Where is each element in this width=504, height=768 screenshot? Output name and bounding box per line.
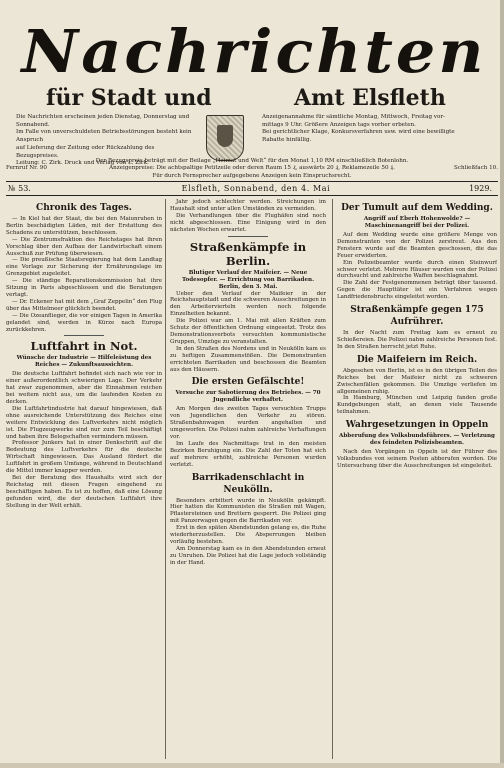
subscription-price: Der Bezugspreis beträgt mit der Beilage „Heimat und Welt“ für den Monat 1,10 RM einschließlich Botenlohn. [95,158,409,164]
article-paragraph: Nach den Vorgängen in Oppeln ist der Führer des Volksbundes von seinem Posten abberufen worden. Die Untersuchung über die Ausschreitungen ist eingeleitet. [337,449,497,469]
article-paragraph: Besonders erbittert wurde in Neukölln gekämpft. Hier hatten die Kommunisten die Straßen mit Wagen, Pflastersteinen und Brettern gesperrt. Die Polizei ging mit Panzerwagen gegen die Barrikaden vor. [170,497,326,525]
headline-aufruehrer: Straßenkämpfe gegen 175 Aufrührer. [350,305,484,328]
article-paragraph: Die Verhandlungen über die Flughäfen sind noch nicht abgeschlossen. Eine Einigung wird in den nächsten Wochen erwartet. [170,212,326,233]
headline-neukoelln: Barrikadenschlacht in Neukölln. [191,472,305,495]
postbox: Schließfach 10. [453,165,498,171]
info-line: mittags 9 Uhr. Größere Anzeigen tags vorher erbeten. [262,121,416,128]
article-paragraph: Auf dem Wedding wurde eine größere Menge von Demonstranten von der Polizei zerstreut. Aus den Fenstern wurde auf die Beamten geschossen, die das Feuer erwiderten. [337,232,497,259]
issue-date: Elsfleth, Sonnabend, den 4. Mai [181,184,331,193]
article-paragraph: Im Laufe des Nachmittags trat in den meisten Bezirken Beruhigung ein. Die Zahl der Toten hat sich auf mehrere erhöht, zahlreiche Personen wurden verletzt. [170,440,326,468]
phone-number: Fernruf Nr. 90 [6,165,47,171]
article-paragraph: In der Nacht zum Freitag kam es erneut zu Schießereien. Die Polizei nahm zahlreiche Personen fest. In den Straßen herrscht jetzt Ruhe. [337,330,497,350]
article-paragraph: In Hamburg, München und Leipzig fanden große Kundgebungen statt, an denen viele Tausende teilnahmen. [337,395,497,416]
info-line: Leitung: C. Zirk. Druck und Verlag von L. Zirk. [16,160,149,167]
info-line: Die Nachrichten erscheinen jeden Dienstag, Donnerstag und Sonnabend. [16,114,190,128]
column-middle [170,199,326,759]
article-paragraph: — In Kiel hat der Staat, die bei den Maiunruhen in Berlin beschädigten Läden, mit der Erstattung des Schadens zu unterstützen, beschlossen. [6,216,162,236]
article-paragraph: Die Polizei war am 1. Mai mit allen Kräften zum Schutz der öffentlichen Ordnung eingesetzt. Trotz des Demonstrationsverbots versuchten kommunistische Gruppen, Umzüge zu veranstalten. [170,318,326,345]
headline-luftfahrt: Luftfahrt in Not. [30,339,138,354]
column-left [6,199,162,759]
info-line: Anzeigenannahme für sämtliche Montag, Mittwoch, Freitag vor- [262,114,445,120]
headline-strassenkaempfe: Straßenkämpfe in Berlin. [189,239,307,268]
column-right [337,199,497,759]
info-line: Rabatte hinfällig. [262,137,312,144]
headline-gefaelschte: Die ersten Gefälschte! [191,377,305,388]
issue-number: № 53. [8,184,31,193]
section-rule [64,335,104,336]
article-paragraph: Professor Junkers hat in einer Denkschrift auf die Bedeutung des Luftverkehrs für die deutsche Wirtschaft hingewiesen. Das Ausland fördert die Luftfahrt in großem Umfange, während in Deutschland die Mittel immer knapper werden. [6,440,162,475]
article-paragraph: Die Zahl der Festgenommenen beträgt über tausend. Gegen die Haupttäter ist ein Verfahren wegen Landfriedensbruchs eingeleitet worden. [337,280,497,301]
article-paragraph: — Die Zentrumsfraktion des Reichstages hat ihren Vorschlag über den Aufbau der Landwirtschaft einem Ausschuß zur Prüfung überwiesen. [6,236,162,257]
article-paragraph: — Die Ozeanflieger, die vor einigen Tagen in Amerika gelandet sind, werden in Kürze nach Europa zurückkehren. [6,312,162,333]
subheadline: Abberufung des Volksbundsführers. — Verletzung des feindeten Polizisbeamten. [339,433,495,447]
article-paragraph: — Die ständige Reparationskommission hat ihre Sitzung in Paris abgeschlossen und die Beratungen vertagt. [6,278,162,298]
phone-notice: Für durch Fernsprecher aufgegebene Anzeigen kein Einspruchsrecht. [152,172,352,179]
dateline-berlin: Berlin, den 3. Mai. [218,283,278,290]
subheadline: Wünsche der Industrie — Hilfeleistung des Reiches — Zukunftsaussichten. [16,355,152,369]
headline-chronik: Chronik des Tages. [36,203,132,213]
newspaper-subtitle-left: für Stadt und [46,85,212,111]
article-paragraph: Die Luftfahrtindustrie hat darauf hingewiesen, daß ohne ausreichende Unterstützung des Reiches eine weitere Entwicklung des Luftverkehrs nicht möglich ist. Die Flugzeugwerke sind nur zum Teil beschäftigt und haben ihre Belegschaften vermindern müssen. [6,405,162,440]
ad-price: Anzeigenpreise: Die achtspaltige Petitzeile oder deren Raum 15 ₰, auswärts 20 ₰, Reklamezeile 50 ₰. [109,165,395,172]
subheadline: Blutiger Verlauf der Maifeier. — Neue Todesopfer. — Errichtung von Barrikaden. [181,269,315,283]
town-crest-emblem [206,115,244,161]
info-line: Im Falle von unverschuldeten Betriebsstörungen besteht kein Anspruch [16,129,192,144]
newspaper-title: Nachrichten [21,16,487,87]
page-edge-bottom [0,763,504,768]
price-info-bar [6,158,498,180]
article-paragraph: Abgesehen von Berlin, ist es in den übrigen Teilen des Reiches bei der Maifeier nicht zu schweren Zwischenfällen gekommen. Die Umzüge verliefen im allgemeinen ruhig. [337,367,497,395]
section-rule [228,236,268,237]
issue-year: 1929. [469,184,492,193]
subheadline: Versuche zur Sabotierung des Betriebes. — 70 Jugendliche verhaftet. [175,390,321,404]
article-paragraph: Erst in den späten Abendstunden gelang es, die Ruhe wiederherzustellen. Die Absperrungen bleiben vorläufig bestehen. [170,525,326,545]
article-paragraph: Am Morgen des zweiten Tages versuchten Trupps von Jugendlichen den Verkehr zu stören. Straßenbahnwagen wurden angehalten und umgeworfen. Die Polizei nahm zahlreiche Verhaftungen vor. [170,406,326,441]
article-paragraph: Ueber den Verlauf der Maifeier in der Reichshauptstadt und die schweren Ausschreitungen in den Arbeitervierteln werden noch folgende Einzelheiten bekannt. [170,290,326,318]
article-paragraph: Bei der Beratung des Haushalts wird sich der Reichstag mit diesen Fragen eingehend zu beschäftigen haben. Es ist zu hoffen, daß eine Lösung gefunden wird, die der deutschen Luftfahrt ihre Stellung in der Welt erhält. [6,475,162,509]
article-paragraph: — Die preußische Staatsregierung hat dem Landtag eine Vorlage zur Sicherung der Ernährungslage im Grenzgebiet zugeleitet. [6,257,162,278]
newspaper-subtitle-right: Amt Elsfleth [294,85,446,111]
info-line: auf Lieferung der Zeitung oder Rückzahlung des Bezugspreises. [16,144,155,159]
dateline [6,181,498,196]
advertising-info [262,114,490,145]
article-paragraph: Ein Polizeibeamter wurde durch einen Steinwurf schwer verletzt. Mehrere Häuser wurden von der Polizei durchsucht und zahlreiche Waffen beschlagnahmt. [337,259,497,280]
article-paragraph: Die deutsche Luftfahrt befindet sich nach wie vor in einer außerordentlich schwierigen Lage. Der Verkehr hat zwar zugenommen, aber die Einnahmen reichen bei weitem nicht aus, um die laufenden Kosten zu decken. [6,371,162,406]
page-edge-shadow [500,0,504,768]
column-divider [165,199,166,759]
article-paragraph: Am Donnerstag kam es in den Abendstunden erneut zu Unruhen. Die Polizei hat die Lage jedoch vollständig in der Hand. [170,545,326,566]
info-line: Bei gerichtlicher Klage, Konkursverfahren usw. wird eine bewilligte [262,129,455,136]
article-paragraph: — Dr. Eckener hat mit dem „Graf Zeppelin“ den Flug über das Mittelmeer glücklich beendet. [6,298,162,312]
headline-oppeln: Wahrgesetzungen in Oppeln [345,420,489,431]
column-divider [332,199,333,759]
subheadline: Angriff auf Eberh Hohenwolde? — Maschinenangriff bei der Polizei. [363,216,471,229]
headline-maifeiern: Die Maifeiern im Reich. [356,354,478,365]
article-paragraph: In den Straßen des Nordens und in Neukölln kam es zu heftigen Zusammenstößen. Die Demonstranten errichteten Barrikaden und beschossen die Beamten aus den Häusern. [170,345,326,373]
article-paragraph: Jahr jedoch schlechter werden. Streichungen im Haushalt sind unter allen Umständen zu vermeiden. [170,199,326,212]
headline-wedding: Der Tumult auf dem Wedding. [341,203,493,213]
